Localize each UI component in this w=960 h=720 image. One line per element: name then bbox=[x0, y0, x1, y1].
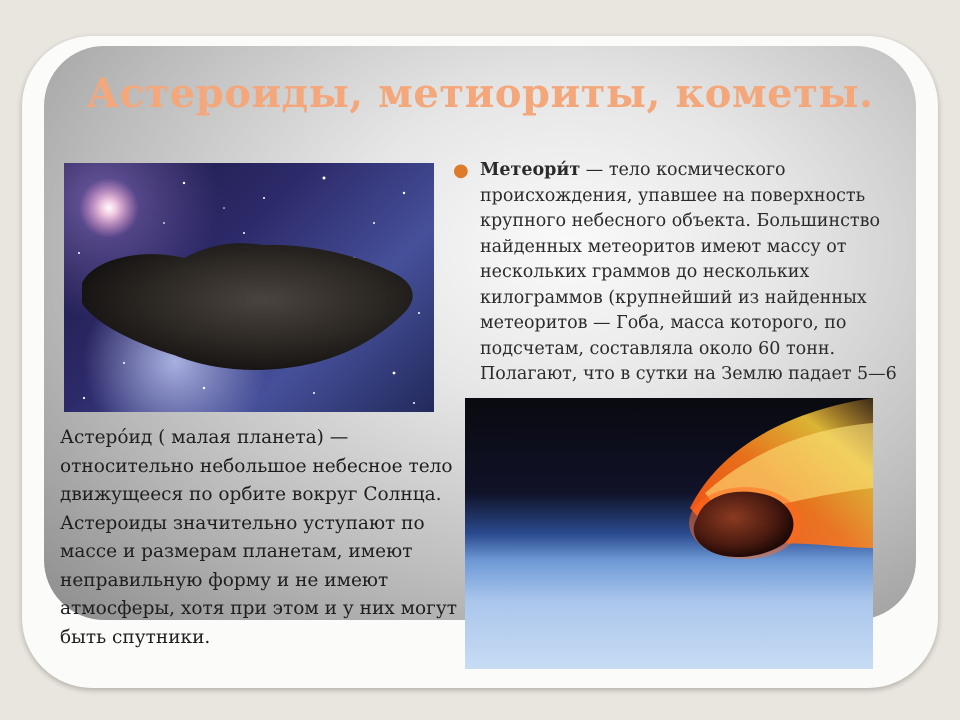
bullet-icon: ● bbox=[453, 160, 469, 181]
meteorite-term: Метеори́т bbox=[480, 160, 581, 180]
asteroid-paragraph: Астеро́ид ( малая планета) — относительно небольшое небесное тело движущееся по орбите вокруг Солнца. Астероиды значительно уступают по массе и размерам планетам, имеют неправильную форму и не имеют атмосферы, хотя при этом и у них могут быть спутники. bbox=[60, 427, 457, 648]
meteorite-paragraph bbox=[480, 158, 900, 388]
asteroid-in-space-image bbox=[64, 163, 434, 412]
meteorite-definition: — тело космического происхождения, упавшее на поверхность крупного небесного объекта. Большинство найденных метеоритов имеют массу от нескольких граммов до нескольких килограммов (крупнейший из найденных метеоритов — Гоба, масса которого, по подсчетам, составляла около 60 тонн. Полагают, что в сутки на Землю падает 5—6 bbox=[480, 160, 897, 384]
slide-title: Астероиды, метиориты, кометы. bbox=[86, 70, 874, 117]
meteor-entering-atmosphere-image bbox=[465, 398, 873, 669]
